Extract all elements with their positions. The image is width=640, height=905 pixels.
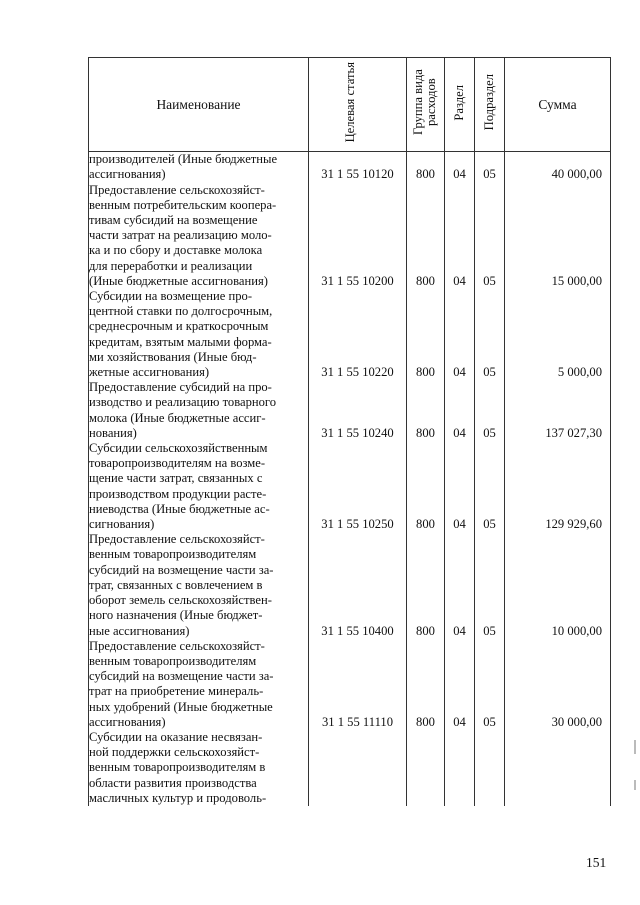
row-subsection-cell: 05: [475, 289, 505, 380]
row-sum-cell: 30 000,00: [505, 639, 611, 730]
row-name-line: венным потребительским коопера-: [89, 197, 277, 212]
row-name-cell: [89, 380, 309, 441]
scan-edge-mark: [634, 740, 636, 754]
row-sum-cell: 15 000,00: [505, 183, 611, 289]
header-sum-text: Сумма: [538, 97, 577, 112]
row-group-cell: 800: [407, 380, 445, 441]
row-group-cell: 800: [407, 152, 445, 183]
table-header-row: [89, 58, 611, 152]
header-sum: [505, 58, 611, 152]
row-section-cell: 04: [445, 532, 475, 638]
row-sum-cell: 10 000,00: [505, 532, 611, 638]
table-row: [89, 639, 611, 730]
row-name-line: венным товаропроизводителям: [89, 547, 257, 562]
row-subsection-cell: 05: [475, 639, 505, 730]
row-name-line: Предоставление субсидий на про-: [89, 380, 272, 395]
header-target: [309, 58, 407, 152]
row-name-line: субсидий на возмещение части за-: [89, 562, 274, 577]
row-subsection-cell: 05: [475, 152, 505, 183]
row-name-line: жетные ассигнования): [89, 365, 210, 380]
row-name-line: нования): [89, 425, 137, 440]
table-row: [89, 380, 611, 441]
row-target-cell: 31 1 55 10120: [309, 152, 407, 183]
row-name-line: молока (Иные бюджетные ассиг-: [89, 410, 266, 425]
row-section-cell: 04: [445, 289, 475, 380]
row-subsection-cell: 05: [475, 441, 505, 532]
budget-table: [88, 57, 611, 806]
scan-edge-mark: [634, 780, 636, 790]
table-body: [89, 152, 611, 806]
row-sum-cell: 137 027,30: [505, 380, 611, 441]
row-target-cell: 31 1 55 10250: [309, 441, 407, 532]
row-sum-cell: 40 000,00: [505, 152, 611, 183]
row-sum-cell: 5 000,00: [505, 289, 611, 380]
header-name: [89, 58, 309, 152]
row-target-cell: 31 1 55 11110: [309, 639, 407, 730]
row-subsection-cell: 05: [475, 183, 505, 289]
row-section-cell: 04: [445, 441, 475, 532]
row-name-line: ассигнования): [89, 714, 166, 729]
table-row: [89, 289, 611, 380]
row-target-cell: [309, 730, 407, 806]
row-name-line: производством продукции расте-: [89, 486, 267, 501]
row-name-cell: [89, 532, 309, 638]
row-name-cell: [89, 639, 309, 730]
row-name-line: ка и по сбору и доставке молока: [89, 243, 263, 258]
row-target-cell: 31 1 55 10200: [309, 183, 407, 289]
header-group: [407, 58, 445, 152]
header-target-text: Целевая статья: [342, 62, 357, 143]
row-group-cell: 800: [407, 441, 445, 532]
row-subsection-cell: [475, 730, 505, 806]
row-section-cell: 04: [445, 380, 475, 441]
row-name-line: оборот земель сельскохозяйствен-: [89, 593, 272, 608]
row-name-line: сигнования): [89, 517, 155, 532]
row-name-cell: [89, 289, 309, 380]
table-row: [89, 532, 611, 638]
row-name-line: масличных культур и продоволь-: [89, 790, 267, 805]
row-name-line: трат на приобретение минераль-: [89, 684, 264, 699]
row-name-line: Субсидии сельскохозяйственным: [89, 441, 268, 456]
row-group-cell: 800: [407, 289, 445, 380]
row-name-line: субсидий на возмещение части за-: [89, 669, 274, 684]
row-name-line: тивам субсидий на возмещение: [89, 213, 258, 228]
row-sum-cell: [505, 730, 611, 806]
row-sum-cell: 129 929,60: [505, 441, 611, 532]
row-name-line: трат, связанных с вовлечением в: [89, 577, 263, 592]
row-name-line: кредитам, взятым малыми форма-: [89, 334, 272, 349]
row-name-line: ассигнования): [89, 167, 166, 182]
page-number: 151: [586, 855, 607, 870]
row-name-line: среднесрочным и краткосрочным: [89, 319, 269, 334]
row-name-line: (Иные бюджетные ассигнования): [89, 273, 268, 288]
row-name-line: изводство и реализацию товарного: [89, 395, 277, 410]
row-name-line: Субсидии на оказание несвязан-: [89, 729, 263, 744]
header-subsection-text: Подраздел: [482, 74, 496, 131]
row-name-cell: [89, 152, 309, 183]
row-name-cell: [89, 183, 309, 289]
row-name-line: производителей (Иные бюджетные: [89, 152, 278, 167]
header-section-text: Раздел: [452, 84, 466, 121]
row-subsection-cell: 05: [475, 532, 505, 638]
row-name-line: ми хозяйствования (Иные бюд-: [89, 349, 257, 364]
row-name-line: щение части затрат, связанных с: [89, 471, 263, 486]
table-row: [89, 152, 611, 183]
row-name-line: Предоставление сельскохозяйст-: [89, 638, 265, 653]
row-name-line: центной ставки по долгосрочным,: [89, 304, 273, 319]
row-target-cell: 31 1 55 10400: [309, 532, 407, 638]
table-row: [89, 183, 611, 289]
table-row: [89, 730, 611, 806]
row-name-line: ного назначения (Иные бюджет-: [89, 608, 263, 623]
row-name-line: ной поддержки сельскохозяйст-: [89, 745, 260, 760]
row-name-line: Субсидии на возмещение про-: [89, 289, 253, 304]
row-section-cell: [445, 730, 475, 806]
row-name-line: венным товаропроизводителям: [89, 653, 257, 668]
row-subsection-cell: 05: [475, 380, 505, 441]
row-name-line: ниеводства (Иные бюджетные ас-: [89, 501, 270, 516]
header-subsection: [475, 58, 505, 152]
row-group-cell: 800: [407, 532, 445, 638]
row-name-line: для переработки и реализации: [89, 258, 253, 273]
header-name-text: Наименование: [156, 97, 241, 112]
row-name-line: Предоставление сельскохозяйст-: [89, 182, 265, 197]
row-name-cell: [89, 730, 309, 806]
row-name-line: ные ассигнования): [89, 623, 190, 638]
row-name-line: части затрат на реализацию моло-: [89, 228, 272, 243]
header-group-text: Группа вида расходов: [410, 69, 438, 136]
row-name-line: венным товаропроизводителям в: [89, 760, 266, 775]
row-name-line: ных удобрений (Иные бюджетные: [89, 699, 273, 714]
row-group-cell: [407, 730, 445, 806]
row-target-cell: 31 1 55 10240: [309, 380, 407, 441]
row-name-line: товаропроизводителям на возме-: [89, 456, 266, 471]
table-row: [89, 441, 611, 532]
row-name-cell: [89, 441, 309, 532]
header-section: [445, 58, 475, 152]
row-group-cell: 800: [407, 639, 445, 730]
row-group-cell: 800: [407, 183, 445, 289]
row-name-line: области развития производства: [89, 775, 257, 790]
row-target-cell: 31 1 55 10220: [309, 289, 407, 380]
row-section-cell: 04: [445, 639, 475, 730]
row-section-cell: 04: [445, 183, 475, 289]
row-name-line: Предоставление сельскохозяйст-: [89, 532, 265, 547]
row-section-cell: 04: [445, 152, 475, 183]
